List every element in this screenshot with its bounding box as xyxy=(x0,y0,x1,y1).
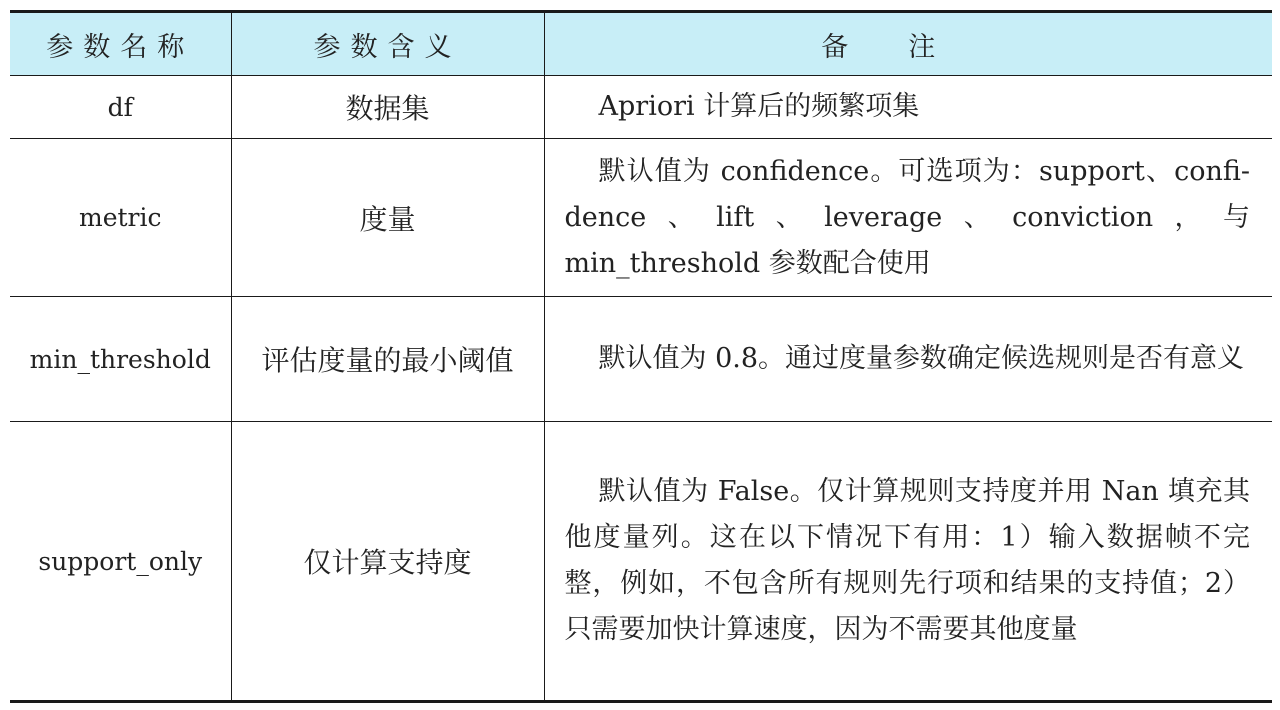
param-remark-cell: 默认值为 False。仅计算规则支持度并用 Nan 填充其他度量列。这在以下情况下有用：1）输入数据帧不完整，例如，不包含所有规则先行项和结果的支持值；2）只需要加快计算速度，因为不需要其他度量 xyxy=(544,422,1272,702)
table-header xyxy=(10,12,1272,76)
param-remark-cell: 默认值为 0.8。通过度量参数确定候选规则是否有意义 xyxy=(544,297,1272,422)
header-row xyxy=(10,12,1272,76)
param-meaning-cell: 数据集 xyxy=(231,76,544,139)
parameter-table-container xyxy=(10,10,1272,703)
param-meaning-cell: 仅计算支持度 xyxy=(231,422,544,702)
table-row xyxy=(10,422,1272,702)
param-name-cell: df xyxy=(10,76,231,139)
header-param-name: 参数名称 xyxy=(10,12,231,76)
param-name-cell: support_only xyxy=(10,422,231,702)
table-body xyxy=(10,76,1272,702)
table-row xyxy=(10,76,1272,139)
param-meaning-cell: 评估度量的最小阈值 xyxy=(231,297,544,422)
param-meaning-cell: 度量 xyxy=(231,139,544,297)
table-row xyxy=(10,139,1272,297)
param-remark-cell: Apriori 计算后的频繁项集 xyxy=(544,76,1272,139)
param-name-cell: metric xyxy=(10,139,231,297)
param-name-cell: min_threshold xyxy=(10,297,231,422)
parameter-table xyxy=(10,10,1272,703)
param-remark-cell: 默认值为 confidence。可选项为：support、confi-dence、lift、leverage、conviction，与 min_threshold 参数配合使用 xyxy=(544,139,1272,297)
header-param-meaning: 参数含义 xyxy=(231,12,544,76)
header-remark: 备注 xyxy=(544,12,1272,76)
table-row xyxy=(10,297,1272,422)
